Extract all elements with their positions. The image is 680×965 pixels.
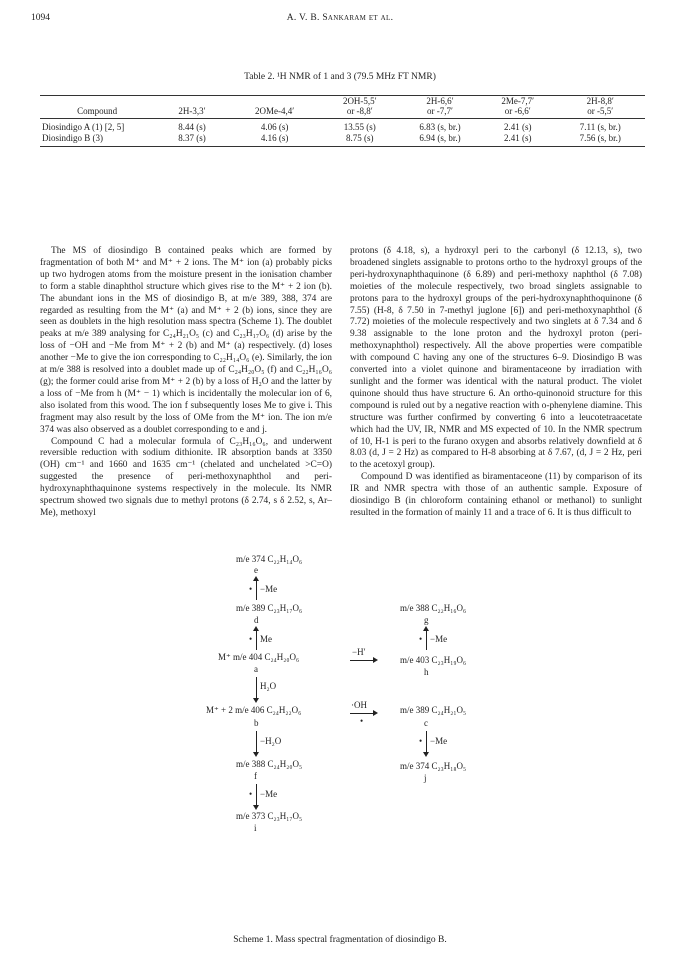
nmr-table bbox=[40, 95, 645, 147]
ion-j: m/e 374 C₂₃H₁₈O₅ bbox=[400, 761, 467, 771]
col-header: 2H-6,6′ bbox=[400, 96, 480, 107]
ion-letter-a: a bbox=[254, 664, 258, 674]
ion-letter-d: d bbox=[254, 615, 259, 625]
arrow-label-b-f: −H₂O bbox=[260, 736, 282, 746]
arrow-a-to-b bbox=[256, 677, 257, 699]
table-header-row-1 bbox=[40, 96, 645, 107]
arrow-a-to-d bbox=[256, 630, 257, 650]
table-cell: 6.83 (s, br.) bbox=[419, 122, 461, 132]
ion-b: M⁺ + 2 m/e 406 C₂₄H₂₂O₆ bbox=[206, 705, 302, 715]
radical-dot: • bbox=[419, 634, 423, 644]
arrow-label-a-h: −H′ bbox=[352, 647, 366, 657]
col-header: or -5,5′ bbox=[556, 106, 645, 119]
ion-letter-b: b bbox=[254, 718, 259, 728]
arrow-f-to-i bbox=[256, 784, 257, 806]
ion-d: m/e 389 C₂₃H₁₇O₆ bbox=[236, 603, 303, 613]
ion-letter-g: g bbox=[424, 615, 429, 625]
ion-letter-f: f bbox=[254, 771, 257, 781]
col-header: 2Me-7,7′ bbox=[480, 96, 556, 107]
col-header bbox=[230, 96, 320, 107]
paragraph: Compound D was identified as biramentaceone (11) by comparison of its IR and NMR spectra with those of an authentic sample. Exposure of diosindigo B (in chloroform containing ethanol or methanol) to sunlight resulted in the formation of mainly 11 and a trace of 6. It is thus difficult to bbox=[350, 472, 642, 518]
ion-e: m/e 374 C₂₂H₁₄O₆ bbox=[236, 554, 303, 564]
right-column bbox=[350, 246, 642, 520]
table-cell: 8.37 (s) bbox=[154, 133, 229, 147]
ion-letter-i: i bbox=[254, 823, 257, 833]
col-header: or -6,6′ bbox=[480, 106, 556, 119]
arrow-label-a-d: Me bbox=[260, 634, 272, 644]
col-header: or -7,7′ bbox=[400, 106, 480, 119]
left-column bbox=[40, 246, 332, 520]
ion-g: m/e 388 C₂₂H₁₆O₆ bbox=[400, 603, 467, 613]
col-header: 2H-3,3′ bbox=[154, 106, 229, 119]
ion-letter-c: c bbox=[424, 718, 428, 728]
table-cell: Diosindigo A (1) [2, 5] bbox=[42, 122, 125, 132]
ion-h: m/e 403 C₂₃H₁₉O₆ bbox=[400, 655, 467, 665]
radical-dot: • bbox=[249, 634, 253, 644]
col-header: 2OMe-4,4′ bbox=[230, 106, 320, 119]
table-row bbox=[40, 133, 645, 147]
table-cell: 7.56 (s, br.) bbox=[556, 133, 645, 147]
arrow-label-d-e: −Me bbox=[260, 584, 278, 594]
col-header bbox=[40, 96, 154, 107]
ion-letter-e: e bbox=[254, 565, 258, 575]
table-cell: 2.41 (s) bbox=[504, 122, 532, 132]
arrow-h-to-g bbox=[426, 630, 427, 650]
table-cell: Diosindigo B (3) bbox=[40, 133, 154, 147]
ion-a: M⁺ m/e 404 C₂₄H₂₀O₆ bbox=[218, 652, 300, 662]
page-number: 1094 bbox=[31, 13, 50, 23]
table-header-row-2 bbox=[40, 106, 645, 119]
paragraph: protons (δ 4.18, s), a hydroxyl peri to the carbonyl (δ 12.13, s), two broadened singlets assignable to protons ortho to the hydroxyl groups of the peri-hydroxynaphthaquinone (δ 6.89) and peri-methoxy naphthol (δ 7.08) moieties of the molecule respectively, two broad singlets assignable to protons para to the hydroxyl groups of the peri-hydroxynaphthoquinone (δ 7.55) (H-8, δ 7.50 in 7-methyl juglone [6]) and peri-methoxynaphthol (δ 7.72) moieties of the molecule respectively and two singlets at δ 7.34 and δ 9.38 assignable to the lone proton and the hydroxyl proton (peri-methoxynaphthol) respectively. All the above properties were compatible with compound C having any one of the structures 6–9. Diosindigo B was converted into a violet quinone and biramentaceone by irradiation with sunlight and the former was identical with the natural product. The violet quinone should thus have structure 6. An ortho-quinonoid structure for this compound is ruled out by a negative reaction with o-phenylene diamine. This structure was further confirmed by converting 6 into a leucotetraacetate which had the UV, IR, NMR and MS expected of 10. In the NMR spectrum of 10, H-1 is peri to the furano oxygen and absorbs relatively downfield at δ 8.03 (d, J = 2 Hz) as compared to H-8 absorbing at δ 7.67, (d, J = 2 Hz, peri to the acetoxyl group). bbox=[350, 246, 642, 471]
table-cell: 2.41 (s) bbox=[480, 133, 556, 147]
running-head: A. V. B. Sankaram et al. bbox=[286, 13, 394, 23]
arrow-d-to-e bbox=[256, 580, 257, 600]
radical-dot: • bbox=[249, 789, 253, 799]
ion-i: m/e 373 C₂₃H₁₇O₅ bbox=[236, 811, 303, 821]
arrow-a-to-h bbox=[350, 660, 374, 661]
radical-dot: • bbox=[419, 736, 423, 746]
table-cell: 4.06 (s) bbox=[260, 122, 289, 132]
ion-letter-h: h bbox=[424, 667, 429, 677]
arrow-label-h-g: −Me bbox=[430, 634, 448, 644]
paragraph: The MS of diosindigo B contained peaks which are formed by fragmentation of both M⁺ and M⁺ + 2 ions. The M⁺ ion (a) probably picks up two hydrogen atoms from the moisture present in the ionisation chamber to form a stable dinaphthol structure which gives rise to the M⁺ + 2 ion (b). The abundant ions in the MS of diosindigo B, at m/e 389, 388, 374 are regarded as resulting from the M⁺ (a) and M⁺ + 2 (b) ions, since they are seen as doublets in the high resolution mass spectra (Scheme 1). The doublet peaks at m/e 389 analysing for C₂₄H₂₁O₅ (c) and C₂₃H₁₇O₆ (d) arise by the loss of −OH and −Me from M⁺ + 2 (b) and M⁺ (a) respectively. (d) loses another −Me to give the ion corresponding to C₂₂H₁₄O₆ (e). Similarly, the ion at m/e 388 is resolved into a doublet made up of C₂₄H₂₀O₅ (f) and C₂₂H₁₆O₆ (g); the former could arise from M⁺ + 2 (b) by a loss of H₂O and the latter by a loss of −Me from h (M⁺ − 1) which is incidentally the molecular ion of 6, also isolated from this wood. The ion f subsequently loses Me to give i. This fragment may also result by the loss of OMe from the M⁺ ion. The ion m/e 374 was also observed as a doublet corresponding to e and j. bbox=[40, 246, 332, 435]
col-header: 2H-8,8′ bbox=[556, 96, 645, 107]
arrow-label-a-b: H₂O bbox=[260, 681, 277, 691]
col-header bbox=[154, 96, 229, 107]
arrow-b-to-f bbox=[256, 731, 257, 753]
table-cell: 8.44 (s) bbox=[178, 122, 206, 132]
arrow-c-to-j bbox=[426, 731, 427, 753]
table-cell: 6.94 (s, br.) bbox=[400, 133, 480, 147]
table-caption: Table 2. ¹H NMR of 1 and 3 (79.5 MHz FT NMR) bbox=[244, 72, 436, 82]
ion-letter-j: j bbox=[424, 773, 427, 783]
col-header: 2OH-5,5′ bbox=[320, 96, 400, 107]
col-header: Compound bbox=[40, 106, 154, 119]
ion-c: m/e 389 C₂₄H₂₁O₅ bbox=[400, 705, 467, 715]
arrow-label-f-i: −Me bbox=[260, 789, 278, 799]
radical-dot: • bbox=[249, 584, 253, 594]
table-row bbox=[40, 119, 645, 134]
table-cell: 8.75 (s) bbox=[320, 133, 400, 147]
arrow-label-c-j: −Me bbox=[430, 736, 448, 746]
table-cell: 7.11 (s, br.) bbox=[579, 122, 621, 132]
paragraph: Compound C had a molecular formula of C₂₃H₁₆O₆, and underwent reversible reduction with sodium dithionite. IR absorption bands at 3350 (OH) cm⁻¹ and 1660 and 1635 cm⁻¹ (chelated and unchelated >C=O) suggested the presence of peri-methoxynaphthol and peri-hydroxynaphthaquinone systems respectively in the molecule. Its NMR spectrum showed two signals due to methyl protons (δ 2.74, s δ 2.52, s, Ar–Me), methoxyl bbox=[40, 436, 332, 518]
scheme-caption: Scheme 1. Mass spectral fragmentation of diosindigo B. bbox=[233, 935, 447, 945]
arrow-label-b-c: ·OH bbox=[351, 700, 367, 710]
radical-dot: • bbox=[360, 716, 364, 726]
arrow-b-to-c bbox=[350, 713, 374, 714]
ion-f: m/e 388 C₂₄H₂₀O₅ bbox=[236, 759, 303, 769]
col-header: or -8,8′ bbox=[320, 106, 400, 119]
table-cell: 13.55 (s) bbox=[343, 122, 376, 132]
table-cell: 4.16 (s) bbox=[230, 133, 320, 147]
